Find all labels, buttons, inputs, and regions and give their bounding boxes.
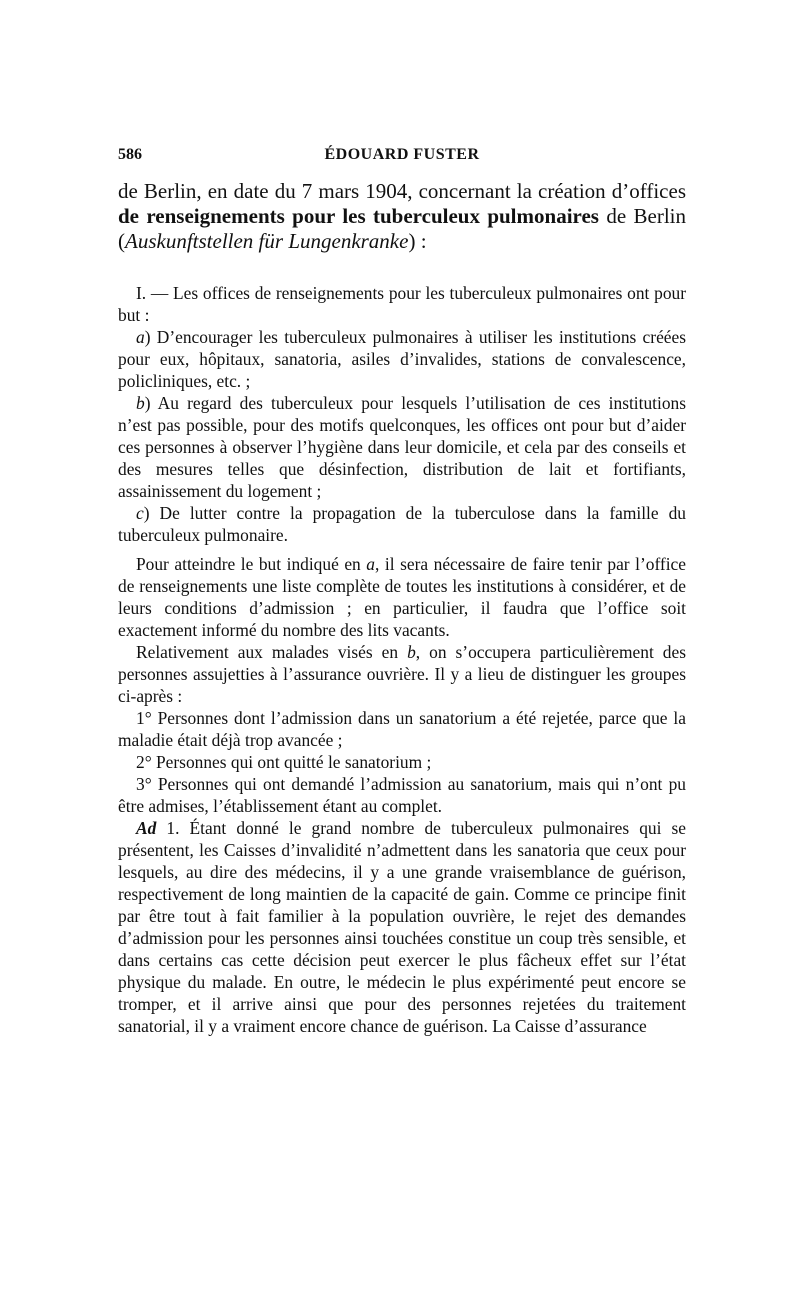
running-title: ÉDOUARD FUSTER (324, 146, 480, 163)
item-a-text: ) D’encourager les tuberculeux pulmonaires à utiliser les institutions créées pour eux, hôpitaux, sanatoria, asiles d’invalides, stations de convalescence, policliniques, etc. ; (118, 327, 686, 391)
group-item-1: 1° Personnes dont l’admission dans un sanatorium a été rejetée, parce que la maladie était déjà trop avancée ; (118, 708, 686, 750)
section-I-heading: I. — Les offices de renseignements pour les tuberculeux pulmonaires ont pour but : (118, 283, 686, 325)
page-body (118, 179, 686, 1037)
relative-text-2: , on s’occupera particulièrement des personnes assujetties à l’assurance ouvrière. Il y a lieu de distinguer les groupes ci-après : (118, 642, 686, 706)
item-b-letter: b (136, 393, 145, 413)
item-c-text: ) De lutter contre la propagation de la tuberculose dans la famille du tuberculeux pulmonaire. (118, 503, 686, 545)
item-b (118, 392, 686, 502)
relative-paragraph (118, 641, 686, 707)
goal-letter: a (366, 554, 375, 574)
item-a-letter: a (136, 327, 145, 347)
item-c (118, 502, 686, 546)
intro-text-1: de Berlin, en date du 7 mars 1904, concernant la création d’offices (118, 179, 686, 203)
relative-letter: b (407, 642, 416, 662)
page-header (118, 146, 686, 168)
intro-bold-phrase: de renseignements pour les tuberculeux pulmonaires (118, 204, 599, 228)
intro-text-2: de Berlin ( (118, 204, 687, 253)
ad1-text: 1. Étant donné le grand nombre de tuberculeux pulmonaires qui se présentent, les Caisses d’invalidité n’admettent dans les sanatoria que ceux pour lesquels, au dire des médecins, il y a une grande vraisemblance de guérison, respectivement de long maintien de la capacité de gain. Comme ce principe finit par être tout à fait familier à la population ouvrière, le rejet des demandes d’admission pour les personnes ainsi touchées constitue un coup très sensible, et dans certains cas cette décision peut exercer le plus fâcheux effet sur l’état physique du malade. En outre, le médecin le plus expérimenté peut encore se tromper, et il arrive ainsi que pour des personnes rejetées du traitement sanatorial, il y a vraiment encore chance de guérison. La Caisse d’assurance (118, 818, 686, 1036)
group-item-2: 2° Personnes qui ont quitté le sanatorium ; (136, 752, 432, 772)
item-a (118, 326, 686, 392)
item-c-letter: c (136, 503, 144, 523)
goal-text-2: , il sera nécessaire de faire tenir par l’office de renseignements une liste complète de toutes les institutions à considérer, et de leurs conditions d’admission ; en particulier, il faudra que l’office soit exactement informé du nombre des lits vacants. (118, 554, 686, 640)
intro-text-3: ) : (408, 229, 427, 253)
group-item-3: 3° Personnes qui ont demandé l’admission au sanatorium, mais qui n’ont pu être admises, l’établissement étant au complet. (118, 774, 686, 816)
item-b-text: ) Au regard des tuberculeux pour lesquels l’utilisation de ces institutions n’est pas possible, pour des motifs quelconques, les offices ont pour but d’aider ces personnes à observer l’hygiène dans leur domicile, et cela par des conseils et des mesures telles que désinfection, distribution de lait et fortifiants, assainissement du logement ; (118, 393, 686, 501)
intro-german-title: Auskunftstellen für Lungenkranke (125, 229, 409, 253)
intro-paragraph (118, 179, 686, 254)
ad1-paragraph (118, 817, 686, 1037)
relative-text-1: Relativement aux malades visés en (136, 642, 408, 662)
goal-paragraph (118, 553, 686, 641)
page-number: 586 (118, 146, 142, 163)
ad1-label: Ad (136, 818, 157, 838)
goal-text-1: Pour atteindre le but indiqué en (136, 554, 367, 574)
